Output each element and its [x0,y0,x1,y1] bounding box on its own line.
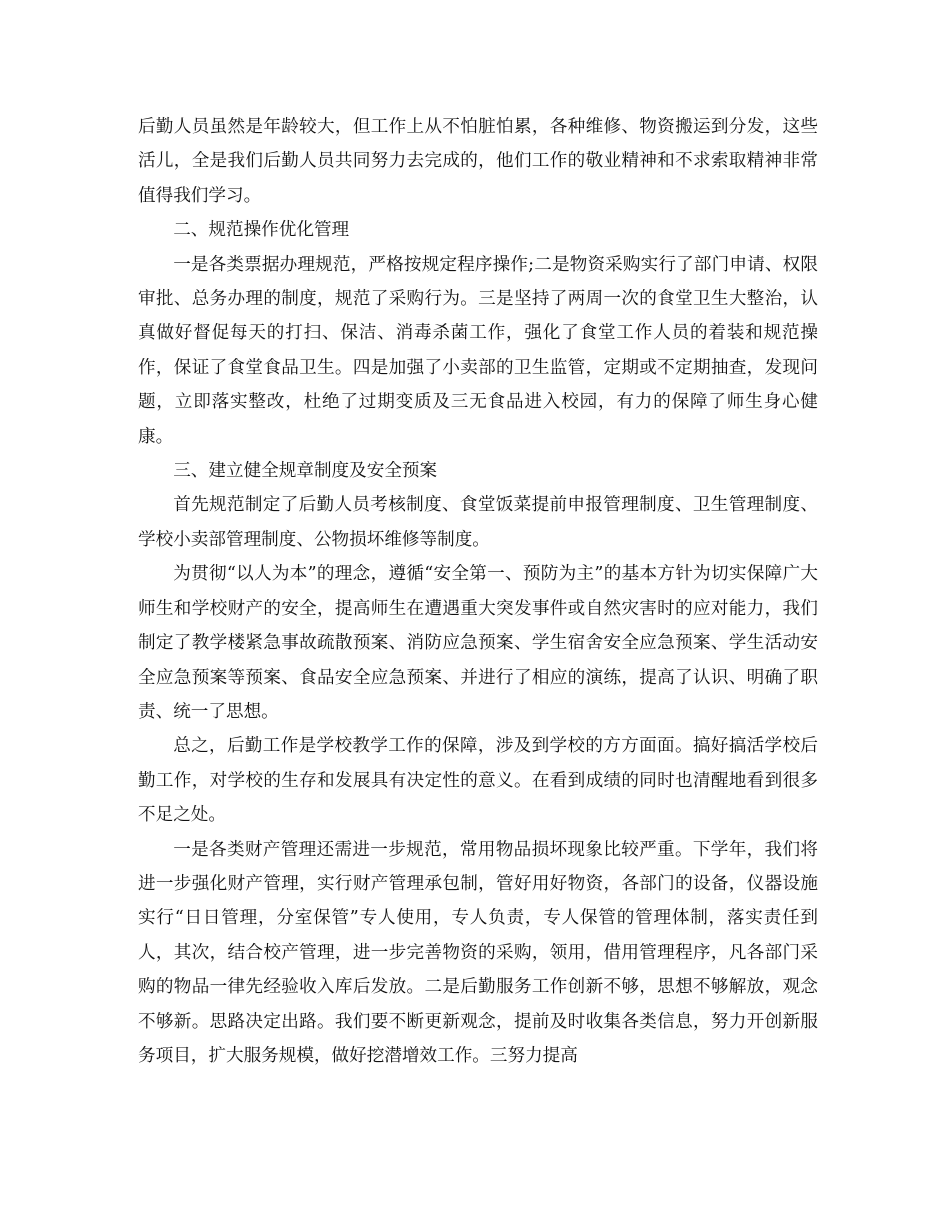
paragraph-safety-plans: 为贯彻“以人为本”的理念，遵循“安全第一、预防为主”的基本方针为切实保障广大师生和学校财产的安全，提高师生在遭遇重大突发事件或自然灾害时的应对能力，我们制定了教学楼紧急事故疏散预案、消防应急预案、学生宿舍安全应急预案、学生活动安全应急预案等预案、食品安全应急预案、并进行了相应的演练，提高了认识、明确了职责、统一了思想。 [138,564,818,722]
paragraph-summary: 总之，后勤工作是学校教学工作的保障，涉及到学校的方方面面。搞好搞活学校后勤工作，对学校的生存和发展具有决定性的意义。在看到成绩的同时也清醒地看到很多不足之处。 [138,736,818,826]
paragraph-shortcomings: 一是各类财产管理还需进一步规范，常用物品损坏现象比较严重。下学年，我们将进一步强化财产管理，实行财产管理承包制，管好用好物资，各部门的设备，仪器设施实行“日日管理，分室保管”专人使用，专人负责，专人保管的管理体制，落实责任到人，其次，结合校产管理，进一步完善物资的采购，领用，借用管理程序，凡各部门采购的物品一律先经验收入库后发放。二是后勤服务工作创新不够，思想不够解放，观念不够新。思路决定出路。我们要不断更新观念，提前及时收集各类信息，努力开创新服务项目，扩大服务规模，做好挖潜增效工作。三努力提高 [138,839,818,1066]
section-heading-3: 三、建立健全规章制度及安全预案 [173,461,438,482]
paragraph-continued: 后勤人员虽然是年龄较大，但工作上从不怕脏怕累，各种维修、物资搬运到分发，这些活儿，全是我们后勤人员共同努力去完成的，他们工作的敬业精神和不求索取精神非常值得我们学习。 [138,117,818,206]
document-body [138,110,818,1073]
section-heading-2: 二、规范操作优化管理 [173,220,350,241]
paragraph-regulations: 首先规范制定了后勤人员考核制度、食堂饭菜提前申报管理制度、卫生管理制度、学校小卖部管理制度、公物损坏维修等制度。 [138,495,818,550]
paragraph-standardized-operations: 一是各类票据办理规范，严格按规定程序操作;二是物资采购实行了部门申请、权限审批、总务办理的制度，规范了采购行为。三是坚持了两周一次的食堂卫生大整治，认真做好督促每天的打扫、保洁、消毒杀菌工作，强化了食堂工作人员的着装和规范操作，保证了食堂食品卫生。四是加强了小卖部的卫生监管，定期或不定期抽查，发现问题，立即落实整改，杜绝了过期变质及三无食品进入校园，有力的保障了师生身心健康。 [138,254,818,447]
